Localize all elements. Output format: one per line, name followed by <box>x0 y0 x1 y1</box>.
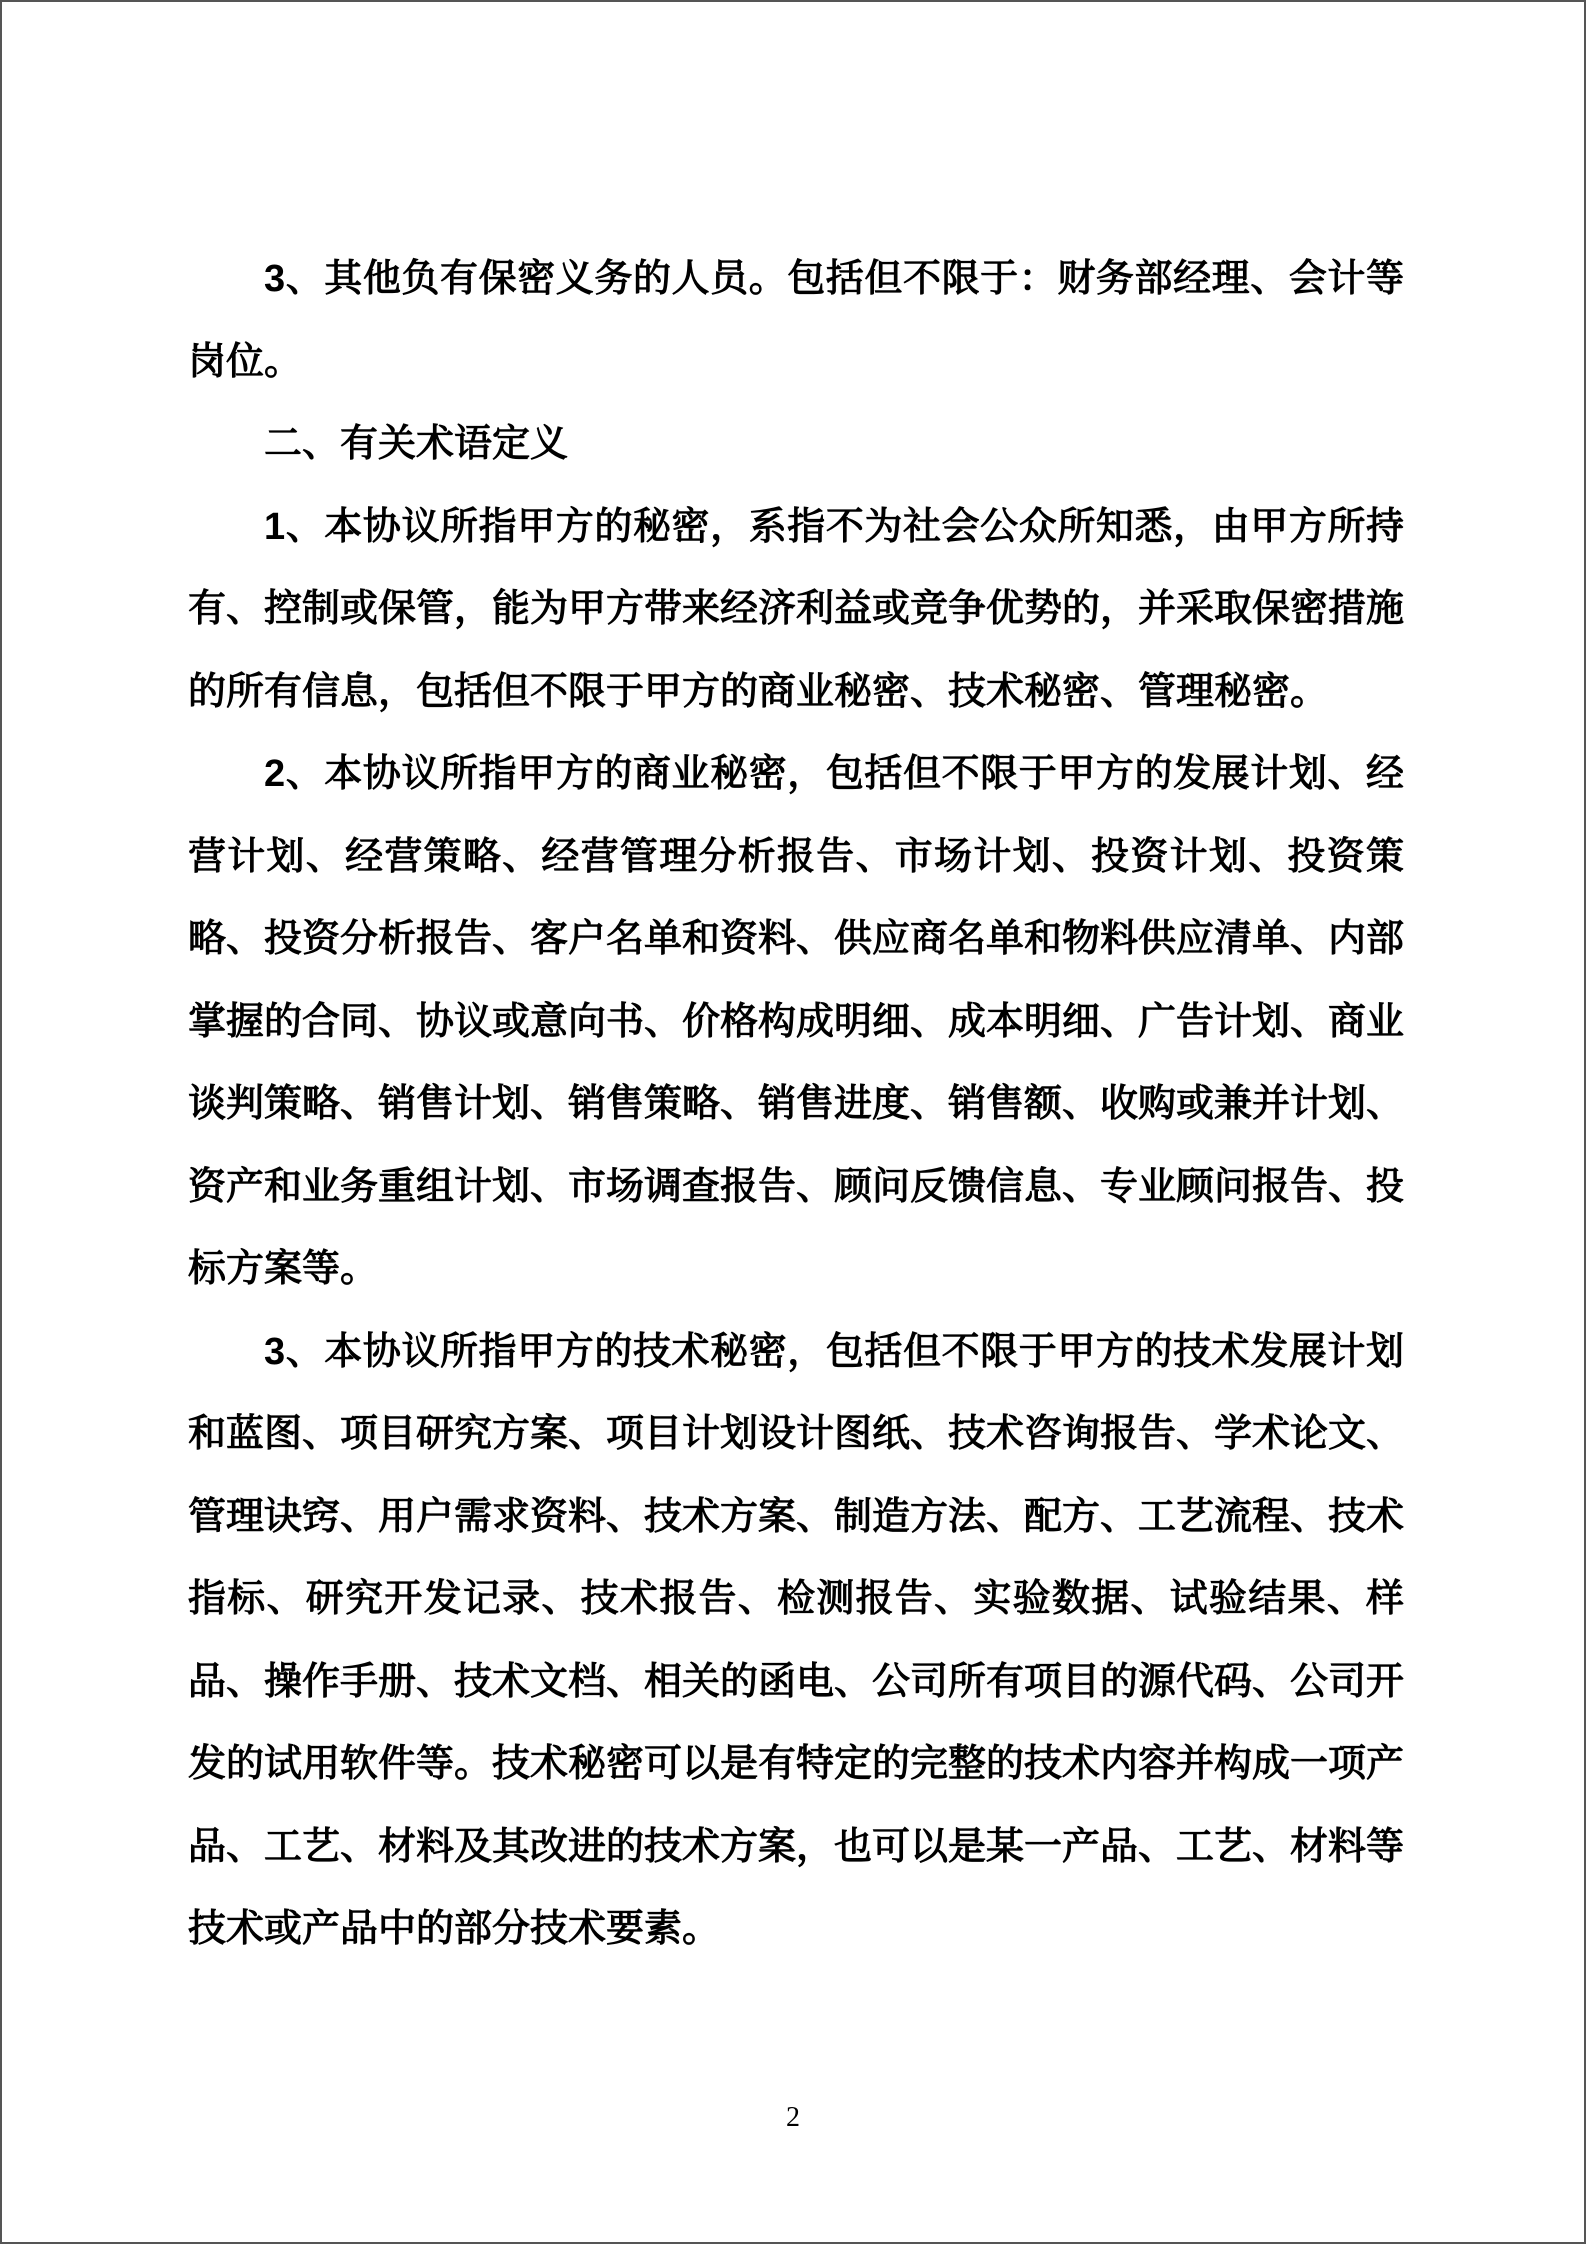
paragraph-technical-secret-definition: 3、本协议所指甲方的技术秘密，包括但不限于甲方的技术发展计划和蓝图、项目研究方案、项目计划设计图纸、技术咨询报告、学术论文、管理诀窍、用户需求资料、技术方案、制造方法、配方、工艺流程、技术指标、研究开发记录、技术报告、检测报告、实验数据、试验结果、样品、操作手册、技术文档、相关的函电、公司所有项目的源代码、公司开发的试用软件等。技术秘密可以是有特定的完整的技术内容并构成一项产品、工艺、材料及其改进的技术方案，也可以是某一产品、工艺、材料等技术或产品中的部分技术要素。 <box>188 1330 1405 1950</box>
section-heading-term-definitions: 二、有关术语定义 <box>264 423 569 465</box>
document-body <box>188 238 1404 1971</box>
paragraph-other-confidential-personnel: 3、其他负有保密义务的人员。包括但不限于：财务部经理、会计等岗位。 <box>188 258 1404 383</box>
page-number: 2 <box>786 2102 800 2133</box>
paragraph-business-secret-definition: 2、本协议所指甲方的商业秘密，包括但不限于甲方的发展计划、经营计划、经营策略、经营管理分析报告、市场计划、投资计划、投资策略、投资分析报告、客户名单和资料、供应商名单和物料供应清单、内部掌握的合同、协议或意向书、价格构成明细、成本明细、广告计划、商业谈判策略、销售计划、销售策略、销售进度、销售额、收购或兼并计划、资产和业务重组计划、市场调查报告、顾问反馈信息、专业顾问报告、投标方案等。 <box>188 753 1405 1290</box>
paragraph-secret-definition: 1、本协议所指甲方的秘密，系指不为社会公众所知悉，由甲方所持有、控制或保管，能为甲方带来经济利益或竞争优势的，并采取保密措施的所有信息，包括但不限于甲方的商业秘密、技术秘密、管理秘密。 <box>188 505 1405 713</box>
